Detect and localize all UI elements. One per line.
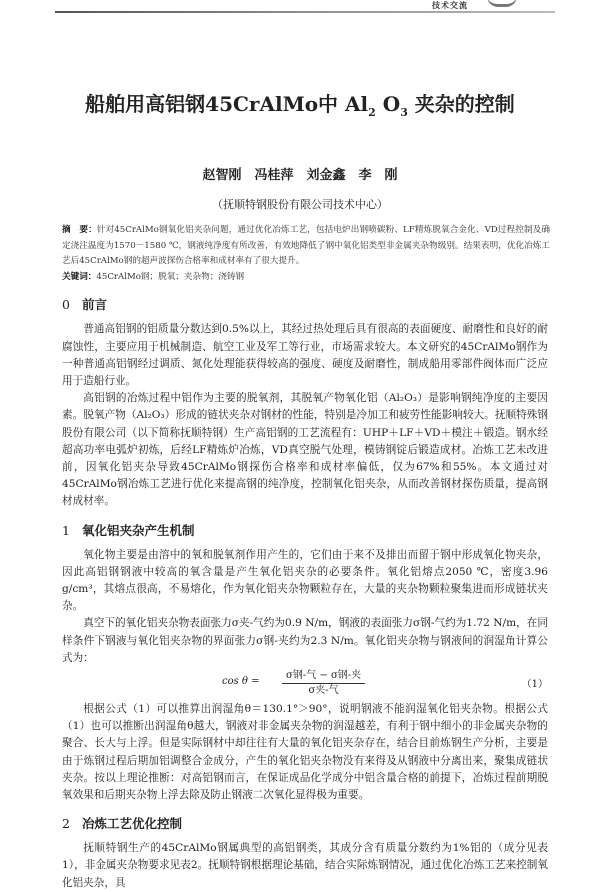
equation-1: cos θ = σ钢-气 − σ钢-夹 σ夹-气 （1）	[222, 670, 548, 697]
keywords: 45CrAlMo钢；脱氧；夹杂物；浇铸钢	[96, 271, 245, 282]
section-heading-2: 2 冶炼工艺优化控制	[62, 816, 183, 832]
paragraph: 氧化物主要是由溶中的氧和脱氧剂作用产生的，它们由于来不及排出而留于钢中形成氧化物夹杂，因此高铝钢钢液中较高的氧含量是产生氧化铝夹杂的必要条件。氧化铝熔点2050 ℃，密度3.96 g/cm³，其熔点很高，不易熔化，作为氧化铝夹杂物颗粒存在，大量的夹杂物颗粒聚集进而形成链状夹杂。	[62, 548, 548, 613]
abstract-text: 针对45CrAlMo钢氧化铝夹杂问题，通过优化冶炼工艺，包括电炉出钢喷碳粉、LF精炼脱氧合金化、VD过程控制及确定浇注温度为1570－1580 ℃，钢液纯净度有所改善，有效地降低了钢中氧化铝类型非金属夹杂物级别。结果表明，优化冶炼工艺后45CrAlMo钢的超声波探伤合格率和成材率有了很大提升。	[62, 225, 550, 267]
paper-title: 船舶用高铝钢45CrAlMo中 $Al_2$ $O_3$ 夹杂的控制	[85, 92, 515, 119]
section-heading-1: 1 氧化铝夹杂产生机制	[62, 522, 195, 538]
keywords-label: 关键词：	[62, 271, 97, 282]
section-heading-0: 0 前言	[62, 297, 108, 313]
equation-fraction: σ钢-气 − σ钢-夹 σ夹-气	[282, 669, 365, 698]
paragraph: 根据公式（1）可以推算出润湿角θ＝130.1°＞90°，说明钢液不能润湿氧化铝夹杂物。根据公式（1）也可以推断出润湿角θ越大，钢液对非金属夹杂物的润湿越差，有利于钢中细小的非金属夹杂物的聚合、长大与上浮。但是实际钢材中却往往有大量的氧化铝夹杂存在，结合目前炼钢生产分析，主要是由于炼钢过程后期加铝调整合金成分，产生的氧化铝夹杂物没有来得及从钢液中分离出来，聚集成链状夹杂。按以上理论推断：对高铝钢而言，在保证成品化学成分中铝含量合格的前提下，冶炼过程前期脱氧效果和后期夹杂物上浮去除及防止钢液二次氧化显得极为重要。	[62, 703, 548, 802]
abstract	[62, 223, 550, 285]
abstract-label: 摘 要：	[62, 225, 97, 235]
paragraph: 真空下的氧化铝夹杂物表面张力σ夹-气约为0.9 N/m，钢液的表面张力σ钢-气约为1.72 N/m，在同样条件下钢液与氧化铝夹杂物的界面张力σ钢-夹约为2.3 N/m。氧化铝夹杂物与钢液间的润湿角计算公式为：	[62, 617, 548, 664]
affiliation: （抚顺特钢股份有限公司技术中心）	[212, 198, 388, 211]
paragraph: 高铝钢的冶炼过程中铝作为主要的脱氧剂，其脱氧产物氧化铝（Al₂O₃）是影响钢纯净度的主要因素。脱氧产物（Al₂O₃）形成的链状夹杂对钢材的性能，特别是冷加工和疲劳性能影响较大。抚顺特殊钢股份有限公司（以下简称抚顺特钢）生产高铝钢的工艺流程有：UHP＋LF＋VD＋模注＋锻造。钢水经超高功率电弧炉初炼，后经LF精炼炉冶炼，VD真空脱气处理，模铸钢锭后锻造成材。冶炼工艺未改进前，因氧化铝夹杂导致45CrAlMo钢探伤合格率和成材率偏低，仅为67%和55%。本文通过对45CrAlMo钢冶炼工艺进行优化来提高钢的纯净度，控制氧化铝夹杂，从而改善钢材探伤质量，提高钢材成材率。	[62, 392, 548, 508]
paragraph: 抚顺特钢生产的45CrAlMo钢属典型的高铝钢类，其成分含有质量分数约为1%铝的（成分见表1），非金属夹杂物要求见表2。抚顺特钢根据理论基础，结合实际炼钢情况，通过优化冶炼工艺来控制氧化铝夹杂，具	[62, 842, 548, 889]
header-section-label: 技术交流	[432, 0, 468, 10]
paragraph: 普通高铝钢的铝质量分数达到0.5%以上，其经过热处理后具有很高的表面硬度、耐磨性和良好的耐腐蚀性，主要应用于机械制造、航空工业及军工等行业，市场需求较大。本文研究的45CrAlMo钢作为一种普通高铝钢经过调质、氮化处理能获得较高的强度、硬度及耐磨性，制成船用零部件阀体而广泛应用于造船行业。	[62, 323, 548, 387]
authors: 赵智刚 冯桂萍 刘金鑫 李 刚	[202, 168, 398, 183]
equation-number: （1）	[521, 679, 548, 691]
